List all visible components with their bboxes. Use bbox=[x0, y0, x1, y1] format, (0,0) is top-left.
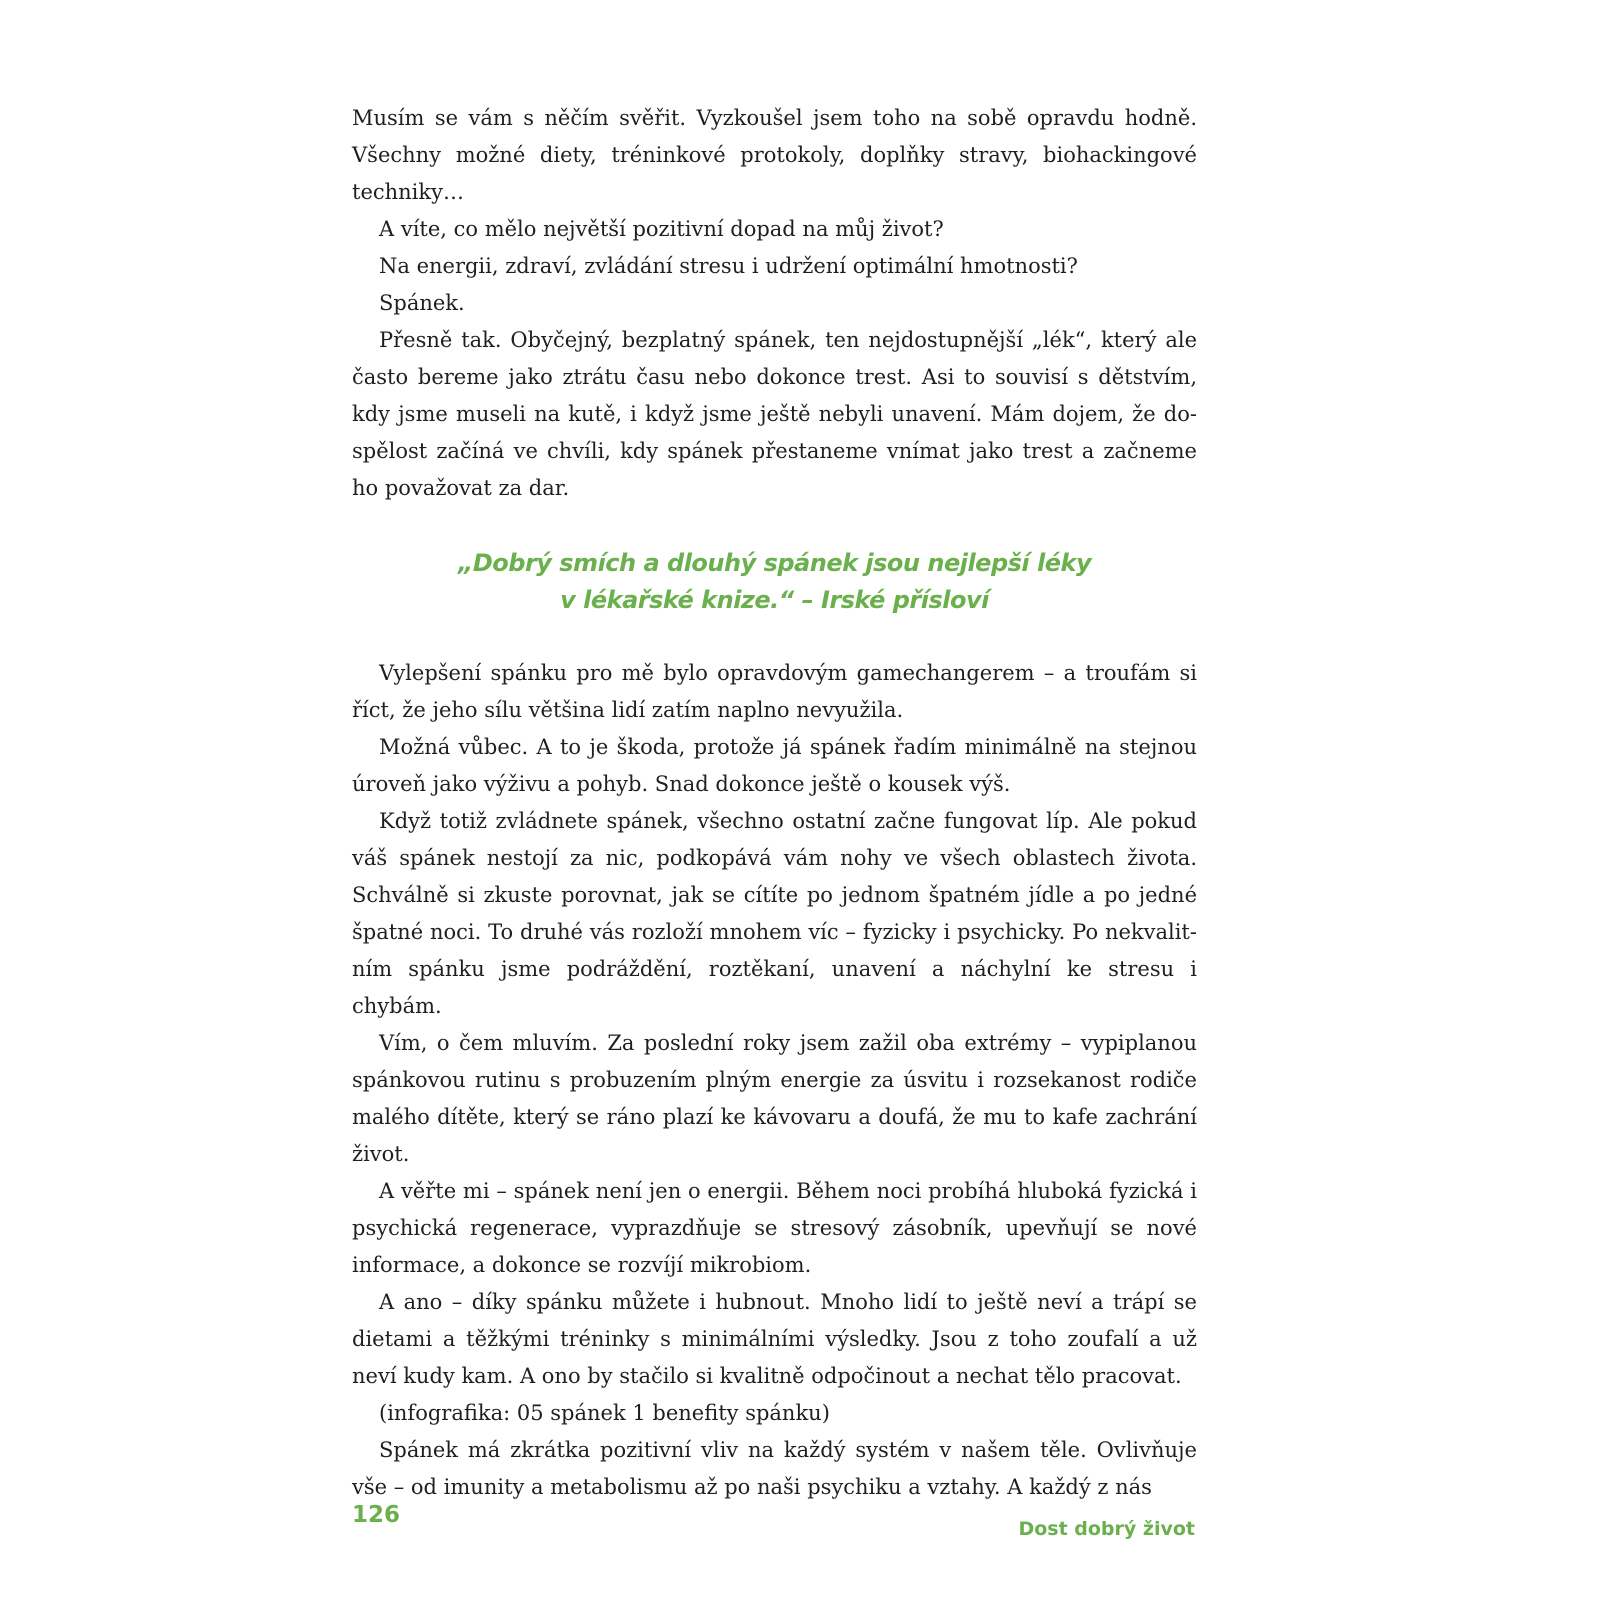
paragraph: Musím se vám s něčím svěřit. Vyzkoušel jsem toho na sobě opravdu hodně. Všechny možné diety, tréninkové protokoly, doplňky stravy, biohackingové techniky… bbox=[352, 106, 1197, 204]
paragraph: A ano – díky spánku můžete i hubnout. Mnoho lidí to ještě neví a trápí se dietami a těžkými tréninky s minimálními výsledky. Jsou z toho zoufalí a už neví kudy kam. A ono by stačilo si kvalitně odpočinout a nechat tělo pracovat. bbox=[352, 1290, 1197, 1388]
body-text-bottom bbox=[352, 655, 1197, 1506]
running-title: Dost dobrý život bbox=[1018, 1518, 1195, 1540]
paragraph: Spánek. bbox=[379, 291, 465, 315]
body-text-top bbox=[352, 100, 1197, 507]
paragraph: Když totiž zvládnete spánek, všechno ostatní začne fungovat líp. Ale pokud váš spánek nestojí za nic, podkopává vám nohy ve všech oblastech života. Schválně si zkuste porovnat, jak se cítíte po jednom špatném jídle a po jedné špatné noci. To druhé vás rozloží mnohem víc – fyzicky i psychicky. Po nekvalitním spánku jsme podráždění, roztěkaní, unavení a náchylní ke stresu i chybám. bbox=[352, 809, 1197, 1018]
paragraph: Vylepšení spánku pro mě bylo opravdovým gamechangerem – a troufám si říct, že jeho sílu většina lidí zatím naplno nevyužila. bbox=[352, 661, 1197, 722]
paragraph: Spánek má zkrátka pozitivní vliv na každý systém v našem těle. Ovlivňuje vše – od imunity a metabolismu až po naši psychiku a vztahy. A každý z nás bbox=[352, 1438, 1197, 1499]
paragraph: Přesně tak. Obyčejný, bezplatný spánek, ten nejdostupnější „lék“, který ale často bereme jako ztrátu času nebo dokonce trest. Asi to souvisí s dětstvím, kdy jsme museli na kutě, i když jsme ještě nebyli unavení. Mám dojem, že dospělost začíná ve chvíli, kdy spánek přestaneme vnímat jako trest a začneme ho považovat za dar. bbox=[352, 328, 1197, 500]
pull-quote bbox=[352, 545, 1197, 619]
page-number: 126 bbox=[352, 1502, 401, 1528]
paragraph: Možná vůbec. A to je škoda, protože já spánek řadím minimálně na stejnou úroveň jako výživu a pohyb. Snad dokonce ještě o kousek výš. bbox=[352, 735, 1197, 796]
paragraph: A víte, co mělo největší pozitivní dopad na můj život? bbox=[379, 217, 944, 241]
paragraph: (infografika: 05 spánek 1 benefity spánku) bbox=[379, 1401, 830, 1425]
paragraph: Na energii, zdraví, zvládání stresu i udržení optimální hmotnosti? bbox=[379, 254, 1078, 278]
paragraph: Vím, o čem mluvím. Za poslední roky jsem zažil oba extrémy – vypiplanou spánkovou rutinu s probuzením plným energie za úsvitu i rozsekanost rodiče malého dítěte, který se ráno plazí ke kávovaru a doufá, že mu to kafe zachrání život. bbox=[352, 1031, 1197, 1166]
paragraph: A věřte mi – spánek není jen o energii. Během noci probíhá hluboká fyzická i psychická regenerace, vyprazdňuje se stresový zásobník, upevňují se nové informace, a dokonce se rozvíjí mikrobiom. bbox=[352, 1179, 1197, 1277]
pull-quote-line: v lékařské knize.“ – Irské přísloví bbox=[560, 586, 989, 614]
pull-quote-line: „Dobrý smích a dlouhý spánek jsou nejlepší léky bbox=[457, 549, 1092, 577]
